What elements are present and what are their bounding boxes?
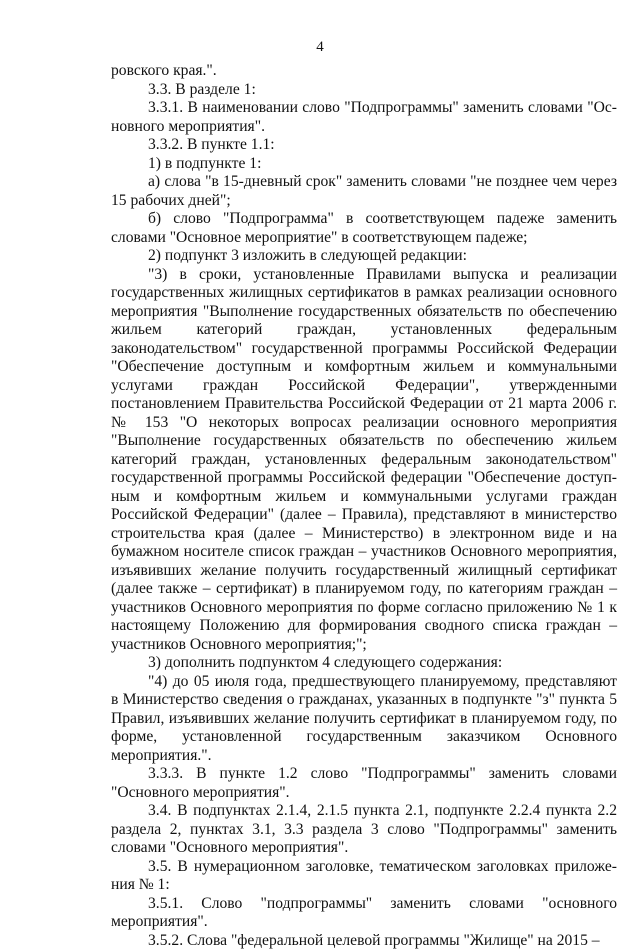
paragraph-3-3-3: 3.3.3. В пункте 1.2 слово "Подпрограммы" заменить словами "Основного мероприятия". — [111, 765, 617, 802]
paragraph-continuation: ровского края.". — [111, 62, 617, 81]
paragraph-subpoint-b: б) слово "Подпрограмма" в соответствующем падеже заменить словами "Основное мероприятие" в соответствующем падеже; — [111, 210, 617, 247]
paragraph-subpoint-1: 1) в подпункте 1: — [111, 155, 617, 174]
paragraph-quoted-subpoint-3: "3) в сроки, установленные Правилами выпуска и реализации государственных жилищных сертификатов в рамках реализации основного мероприятия "Выполнение государственных обязательств по обеспечению жильем категорий граждан, установленных федеральным законодательством" государственной программы Российской Федерации "Обеспечение доступным и комфортным жильем и коммунальными услугами граждан Российской Федерации", утвержденными постановлением Правительства Российской Федерации от 21 марта 2006 г. № 153 "О некоторых вопросах реализации основного мероприятия "Выполнение государственных обязательств по обеспечению жильем категорий граждан, установленных федеральным законодательством" государственной программы Российской федерации "Обеспечение доступным и комфортным жильем и коммунальными услугами граждан Российской Федерации" (далее – Правила), представляют в министерство строительства края (далее – Министерство) в электронном виде и на бумажном носителе список граждан – участников Основного мероприятия, изъявивших желание получить государственный жилищный сертификат (далее также – сертификат) в планируемом году, по категориям граждан – участников Основного мероприятия по форме согласно приложению № 1 к настоящему Положению для формирования сводного списка граждан – участников Основного мероприятия;"; — [111, 266, 617, 655]
paragraph-3-4: 3.4. В подпунктах 2.1.4, 2.1.5 пункта 2.1, подпункте 2.2.4 пункта 2.2 раздела 2, пунктах 3.1, 3.3 раздела 3 слово "Подпрограммы" заменить словами "Основного мероприятия". — [111, 802, 617, 858]
paragraph-3-5-1: 3.5.1. Слово "подпрограммы" заменить словами "основного мероприятия". — [111, 895, 617, 932]
paragraph-3-3-1: 3.3.1. В наименовании слово "Подпрограммы" заменить словами "Основного мероприятия". — [111, 99, 617, 136]
paragraph-subpoint-2: 2) подпункт 3 изложить в следующей редакции: — [111, 247, 617, 266]
paragraph-3-3-2: 3.3.2. В пункте 1.1: — [111, 136, 617, 155]
page-number: 4 — [0, 38, 640, 57]
document-body — [111, 62, 617, 950]
paragraph-3-5: 3.5. В нумерационном заголовке, тематическом заголовках приложения № 1: — [111, 858, 617, 895]
paragraph-3-3: 3.3. В разделе 1: — [111, 81, 617, 100]
paragraph-subpoint-3: 3) дополнить подпунктом 4 следующего содержания: — [111, 654, 617, 673]
paragraph-3-5-2: 3.5.2. Слова "федеральной целевой программы "Жилище" на 2015 – — [111, 932, 617, 950]
paragraph-subpoint-a: а) слова "в 15-дневный срок" заменить словами "не позднее чем через 15 рабочих дней"; — [111, 173, 617, 210]
paragraph-quoted-subpoint-4: "4) до 05 июля года, предшествующего планируемому, представляют в Министерство сведения о гражданах, указанных в подпункте "з" пункта 5 Правил, изъявивших желание получить сертификат в планируемом году, по форме, установленной государственным заказчиком Основного мероприятия.". — [111, 673, 617, 766]
